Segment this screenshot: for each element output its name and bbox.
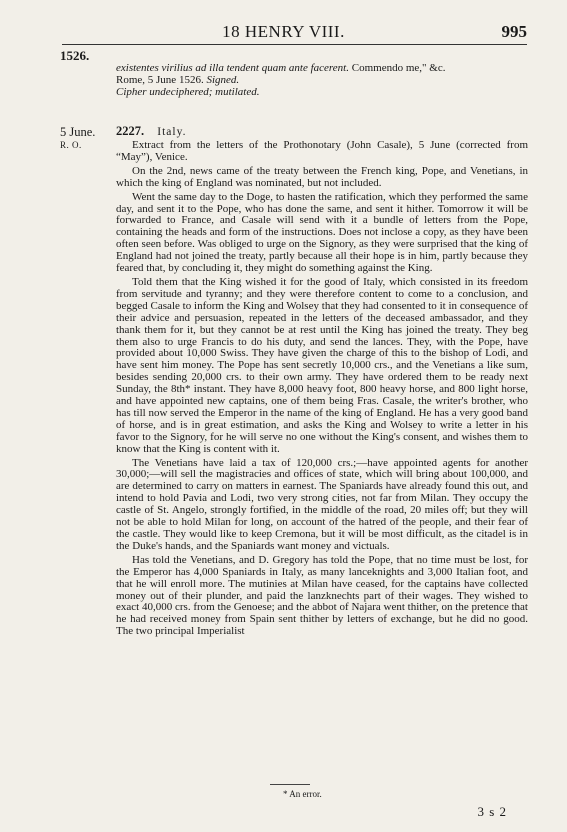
latin-text: existentes virilius ad illa tendent quam ante facerent. — [116, 62, 349, 74]
paragraph: Has told the Venetians, and D. Gregory has told the Pope, that no time must be lost, for the Emperor has 4,000 Spaniards in Italy, as many lanceknights and 3,000 Italian foot, and that he will enroll more. The mutinies at Milan have ceased, for the captains have collected money out of their plunder, and paid the lanzknechts part of their wages. They wished to exact 40,000 crs. from the Genoese; and the abbot of Najara went thither, on the pretence that he had received money from Spain sent thither by letters of exchange, but he did no good. The two principal Imperialist — [116, 553, 528, 638]
latin-tail: Commendo me," &c. — [349, 62, 446, 74]
entry-body — [116, 140, 528, 640]
signed-note: Signed. — [206, 73, 240, 86]
entry-number: 2227. — [116, 124, 145, 138]
margin-year: 1526. — [60, 48, 90, 63]
signature-mark: 3 s 2 — [477, 804, 507, 819]
entry-title: Italy. — [157, 126, 187, 138]
paragraph: On the 2nd, news came of the treaty between the French king, Pope, and Venetians, in which the king of England was nominated, but not included. — [116, 164, 528, 189]
page-number: 995 — [501, 22, 527, 41]
footnote: * An error. — [283, 789, 322, 799]
date-line: Rome, 5 June 1526. — [116, 73, 207, 86]
paragraph: Told them that the King wished it for the good of Italy, which consisted in its freedom from servitude and tyranny; and they were therefore content to come to a conclusion, and begged Casale to inform the King and Wolsey that they had consented to it in consequence of their advice and persuasion, repeated in the letters of the deceased ambassador, and they thank them for it, but they cannot be at rest until the King has joined the treaty. They beg them also to urge Francis to do his duty, and send the lances. They, with the Pope, have provided about 10,000 Swiss. They have given the charge of this to the bishop of Lodi, and have sent him money. The Pope has sent secretly 10,000 crs., and the Venetians a like sum, besides sending 20,000 crs. to their own army. They have ordered them to be ready next Sunday, the 8th* instant. They have 8,000 heavy foot, 800 heavy horse, and 800 light horse, and have appointed new captains, one of them being Fras. Casale, the writer's brother, who has till now served the Emperor in the name of the king of England. He has a very good band of horse, and is in great estimation, and asks the King and Wolsey to write a letter in his favor to the Signory, for he will serve no one without the King's consent, and wishes them to know that the King is content with it. — [116, 275, 528, 455]
entry-heading — [116, 124, 186, 139]
footnote-rule — [270, 784, 310, 785]
margin-reference: R. O. — [60, 140, 82, 150]
paragraph: Went the same day to the Doge, to hasten the ratification, which they performed the same day, and sent it to the Pope, who has done the same, and sent it hither. Tomorrow it will be forwarded to France, and Casale will send with it a bundle of letters from the Pope, containing the heads and form of the instructions. Does not inclose a copy, as they have been often seen before. Was obliged to urge on the Signory, as they were surprised that the king of England had not joined the treaty, partly because all their hope is in him, partly because they feared that, by concluding it, they might do something against the King. — [116, 190, 528, 275]
margin-date: 5 June. — [60, 125, 96, 139]
previous-entry-tail — [116, 63, 528, 99]
header-rule — [62, 44, 527, 45]
paragraph: The Venetians have laid a tax of 120,000 crs.;—have appointed agents for another 30,000;—will sell the magistracies and offices of state, which will bring about 100,000, and are determined to carry on matters in earnest. The Spaniards have already found this out, and intend to hold Pavia and Lodi, two very strong cities, not far from Milan. They occupy the castle of St. Angelo, strongly fortified, in the middle of the road, 20 miles off; but they will not be able to hold Milan for long, on account of the hatred of the people, and their fear of the castle. They would like to keep Cremona, but it will be most difficult, as the citadel is in the Duke's hands, and the Spaniards want money and victuals. — [116, 456, 528, 552]
paragraph: Extract from the letters of the Prothonotary (John Casale), 5 June (corrected from “May”), Venice. — [116, 139, 528, 163]
running-header — [0, 22, 567, 42]
running-title: 18 HENRY VIII. — [222, 22, 345, 41]
intro-line-3: Cipher undeciphered; mutilated. — [116, 85, 260, 98]
